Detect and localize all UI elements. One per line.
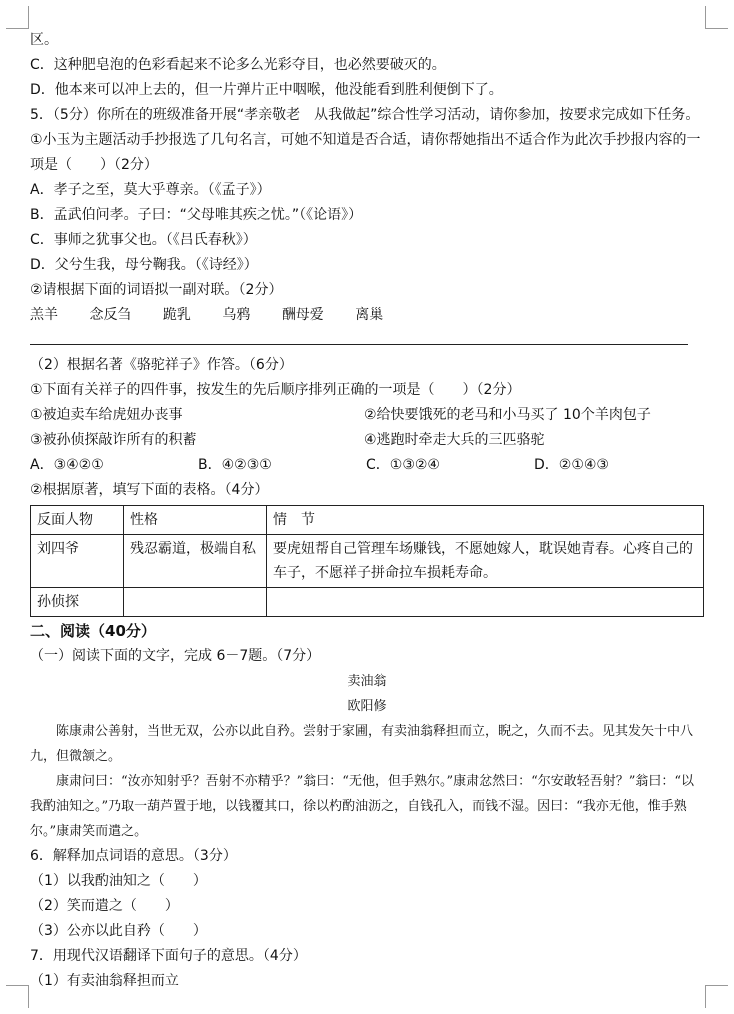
- word: 离巢: [355, 307, 384, 323]
- option-d: D．他本来可以冲上去的，但一片弹片正中咽喉，他没能看到胜利便倒下了。: [30, 82, 503, 98]
- event-4: ④逃跑时牵走大兵的三匹骆驼: [364, 432, 545, 448]
- character-table: [30, 505, 704, 617]
- table-row: [31, 535, 704, 588]
- word: 念反刍: [89, 307, 132, 323]
- word-list: [30, 303, 704, 328]
- reading-intro: （一）阅读下面的文字，完成 6－7题。（7分）: [30, 648, 321, 664]
- event-row: [30, 428, 704, 453]
- question-7: 7．用现代汉语翻译下面句子的意思。（4分）: [30, 948, 307, 964]
- table-header: 性格: [124, 506, 267, 535]
- event-3: ③被孙侦探敲诈所有的积蓄: [30, 432, 197, 448]
- page-content: [30, 28, 704, 994]
- question-5: 5．（5分）你所在的班级准备开展“孝亲敬老 从我做起”综合性学习活动，请你参加，按要求完成如下任务。: [30, 107, 700, 123]
- table-cell: 残忍霸道，极端自私: [124, 535, 267, 588]
- order-options: [30, 453, 704, 478]
- question-7-item: （1）有卖油翁释担而立: [30, 973, 179, 989]
- question-2-stem: ①下面有关祥子的四件事，按发生的先后顺序排列正确的一项是（ ）（2分）: [30, 382, 521, 398]
- word: 酬母爱: [281, 307, 324, 323]
- passage-paragraph: 陈康肃公善射，当世无双，公亦以此自矜。尝射于家圃，有卖油翁释担而立，睨之，久而不去。见其发矢十中八九，但微颔之。: [30, 724, 694, 764]
- word: 跪乳: [162, 307, 191, 323]
- table-header: 情 节: [267, 506, 704, 535]
- table-cell: 要虎妞帮自己管理车场赚钱，不愿她嫁人，耽误她青春。心疼自己的车子，不愿祥子拼命拉车损耗寿命。: [267, 535, 704, 588]
- word: 羔羊: [30, 307, 58, 323]
- order-option-c: C．①③②④: [366, 457, 440, 473]
- option-c: C．事师之犹事父也。（《吕氏春秋》）: [30, 232, 257, 248]
- table-cell-empty[interactable]: [267, 588, 704, 617]
- passage-paragraph: 康肃问曰：“汝亦知射乎？吾射不亦精乎？”翁曰：“无他，但手熟尔。”康肃忿然曰：“尔安敢轻吾射？”翁曰：“以我酌油知之。”乃取一葫芦置于地，以钱覆其口，徐以杓酌油沥之，自钱孔入，而钱不湿。因曰：“我亦无他，惟手熟尔。”康肃笑而遣之。: [30, 774, 695, 839]
- question-6: 6．解释加点词语的意思。（3分）: [30, 848, 237, 864]
- order-option-d: D．②①④③: [534, 457, 609, 473]
- passage-author: 欧阳修: [347, 699, 387, 714]
- question-5-part-1: ①小玉为主题活动手抄报选了几句名言，可她不知道是否合适，请你帮她指出不适合作为此次手抄报内容的一: [30, 132, 701, 148]
- question-2-title: （2）根据名著《骆驼祥子》作答。（6分）: [30, 357, 293, 373]
- option-d: D．父兮生我，母兮鞠我。（《诗经》）: [30, 257, 258, 273]
- table-cell: 孙侦探: [31, 588, 124, 617]
- crop-mark-bottom-left: [6, 985, 29, 1008]
- order-option-b: B．④②③①: [198, 457, 272, 473]
- question-5-part-1-cont: 项是（ ）（2分）: [30, 157, 158, 173]
- event-1: ①被迫卖车给虎妞办丧事: [30, 407, 183, 423]
- event-row: [30, 403, 704, 428]
- passage-title: 卖油翁: [347, 674, 387, 689]
- event-2: ②给快要饿死的老马和小马买了 10个羊肉包子: [364, 407, 651, 423]
- table-header-row: [31, 506, 704, 535]
- crop-mark-bottom-right: [705, 985, 728, 1008]
- text-line: 区。: [30, 32, 58, 48]
- table-row: [31, 588, 704, 617]
- table-intro: ②根据原著，填写下面的表格。（4分）: [30, 482, 269, 498]
- order-option-a: A．③④②①: [30, 457, 104, 473]
- option-a: A．孝子之至，莫大乎尊亲。（《孟子》）: [30, 182, 271, 198]
- table-cell: 刘四爷: [31, 535, 124, 588]
- option-b: B．孟武伯问孝。子曰：“父母唯其疾之忧。”（《论语》）: [30, 207, 363, 223]
- answer-line: [30, 344, 688, 345]
- crop-mark-top-left: [6, 6, 29, 29]
- question-6-item: （2）笑而遣之（ ）: [30, 898, 179, 914]
- question-6-item: （3）公亦以此自矜（ ）: [30, 923, 207, 939]
- crop-mark-top-right: [705, 6, 728, 29]
- table-header: 反面人物: [31, 506, 124, 535]
- table-cell-empty[interactable]: [124, 588, 267, 617]
- question-5-part-2: ②请根据下面的词语拟一副对联。（2分）: [30, 282, 283, 298]
- word: 乌鸦: [222, 307, 251, 323]
- question-6-item: （1）以我酌油知之（ ）: [30, 873, 207, 889]
- section-title: 二、阅读（40分）: [30, 622, 156, 640]
- option-c: C．这种肥皂泡的色彩看起来不论多么光彩夺目，也必然要破灭的。: [30, 57, 446, 73]
